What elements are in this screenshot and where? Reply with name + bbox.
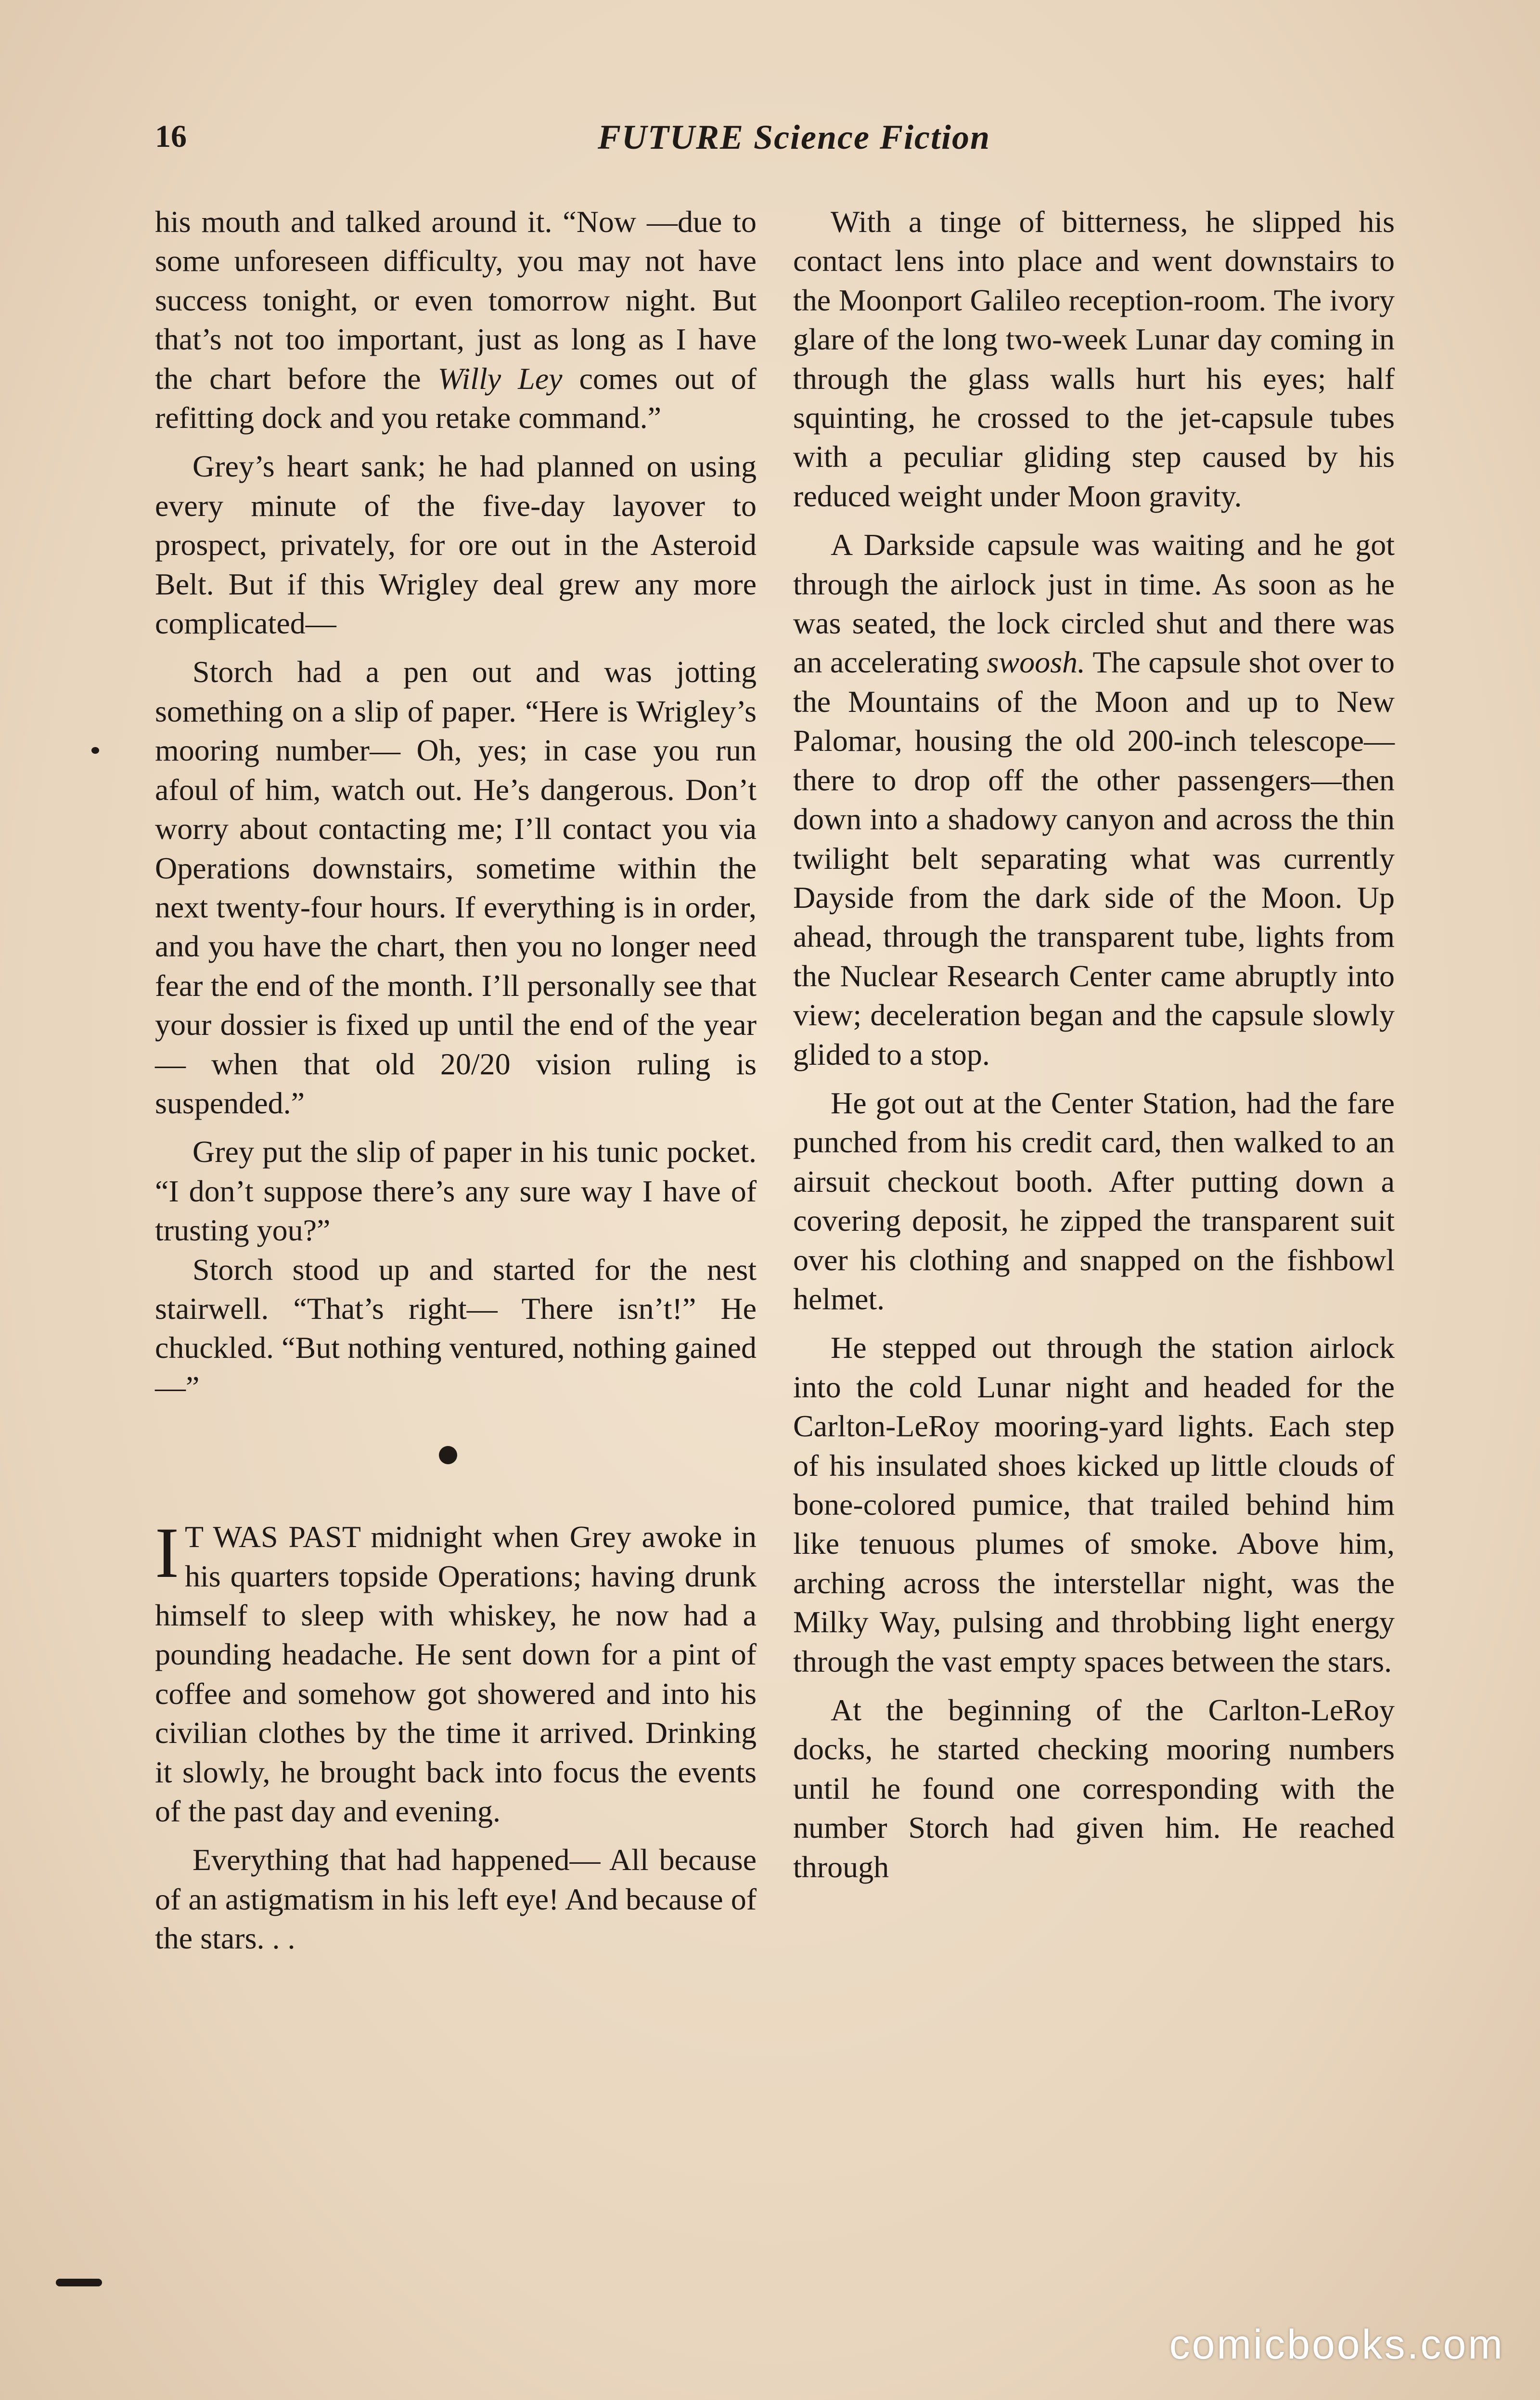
left-column	[155, 202, 757, 1958]
magazine-title: FUTURE Science Fiction	[598, 118, 990, 156]
paragraph: A Darkside capsule was waiting and he got through the airlock just in time. As soon as he was seated, the lock circled shut and there was an accelerating swoosh. The capsule shot over to the Mountains of the Moon and up to New Palomar, housing the old 200-inch telescope—there to drop off the other passengers—then down into a shadowy canyon and across the thin twilight belt separating what was currently Dayside from the dark side of the Moon. Up ahead, through the transparent tube, lights from the Nuclear Research Center came abruptly into view; deceleration began and the capsule slowly glided to a stop.	[793, 528, 1395, 1071]
paragraph: Grey put the slip of paper in his tunic pocket. “I don’t suppose there’s any sure way I have of trusting you?”	[155, 1135, 757, 1248]
right-column	[793, 202, 1395, 1886]
paragraph: With a tinge of bitterness, he slipped his contact lens into place and went downstairs to the Moonport Galileo reception-room. The ivory glare of the long two-week Lunar day coming in through the glass walls hurt his eyes; half squinting, he crossed to the jet-capsule tubes with a peculiar gliding step caused by his reduced weight under Moon gravity.	[793, 205, 1395, 513]
paragraph: He stepped out through the station airlock into the cold Lunar night and headed for the Carlton-LeRoy mooring-yard lights. Each step of his insulated shoes kicked up little clouds of bone-colored pumice, that trailed behind him like tenuous plumes of smoke. Above him, arching across the interstellar night, was the Milky Way, pulsing and throbbing light energy through the vast empty spaces between the stars.	[793, 1330, 1395, 1678]
paragraph: I T WAS PAST midnight when Grey awoke in his quarters topside Operations; having drunk himself to sleep with whiskey, he now had a pounding headache. He sent down for a pint of coffee and somehow got showered and into his civilian clothes by the time it arrived. Drinking it slowly, he brought back into focus the events of the past day and evening.	[155, 1513, 757, 1829]
watermark: comicbooks.com	[1169, 2322, 1504, 2368]
paragraph: his mouth and talked around it. “Now —due to some unforeseen difficulty, you may not have success tonight, or even tomorrow night. But that’s not too important, just as long as I have the chart before the Willy Ley comes out of refitting dock and you retake command.”	[155, 205, 757, 435]
section-break-dot	[439, 1446, 457, 1464]
paragraph: Storch had a pen out and was jotting something on a slip of paper. “Here is Wrigley’s mooring number— Oh, yes; in case you run afoul of him, watch out. He’s dangerous. Don’t worry about contacting me; I’ll contact you via Operations downstairs, sometime within the next twenty-four hours. If everything is in order, and you have the chart, then you no longer need fear the end of the month. I’ll personally see that your dossier is fixed up until the end of the year— when that old 20/20 vision ruling is suspended.”	[155, 655, 757, 1120]
paragraph: At the beginning of the Carlton-LeRoy docks, he started checking mooring numbers until he found one corresponding with the number Storch had given him. He reached through	[793, 1693, 1395, 1884]
paragraph: Grey’s heart sank; he had planned on using every minute of the five-day layover to prospect, privately, for ore out in the Asteroid Belt. But if this Wrigley deal grew any more complicated—	[155, 449, 757, 641]
section-break	[155, 1406, 757, 1517]
ink-smudge	[91, 747, 99, 754]
paragraph: He got out at the Center Station, had the fare punched from his credit card, then walked to an airsuit checkout booth. After putting down a covering deposit, he zipped the transparent suit over his clothing and snapped on the fishbowl helmet.	[793, 1085, 1395, 1316]
drop-cap: I	[155, 1513, 179, 1593]
ink-smudge	[56, 2279, 102, 2286]
page-number: 16	[155, 119, 187, 154]
paragraph: Everything that had happened— All because of an astigmatism in his left eye! And because of the stars. . .	[155, 1843, 757, 1956]
sound-word: swoosh.	[987, 645, 1086, 680]
paragraph: Storch stood up and started for the nest stairwell. “That’s right— There isn’t!” He chuckled. “But nothing ventured, nothing gained—”	[155, 1252, 757, 1404]
ship-name: Willy Ley	[437, 361, 563, 396]
